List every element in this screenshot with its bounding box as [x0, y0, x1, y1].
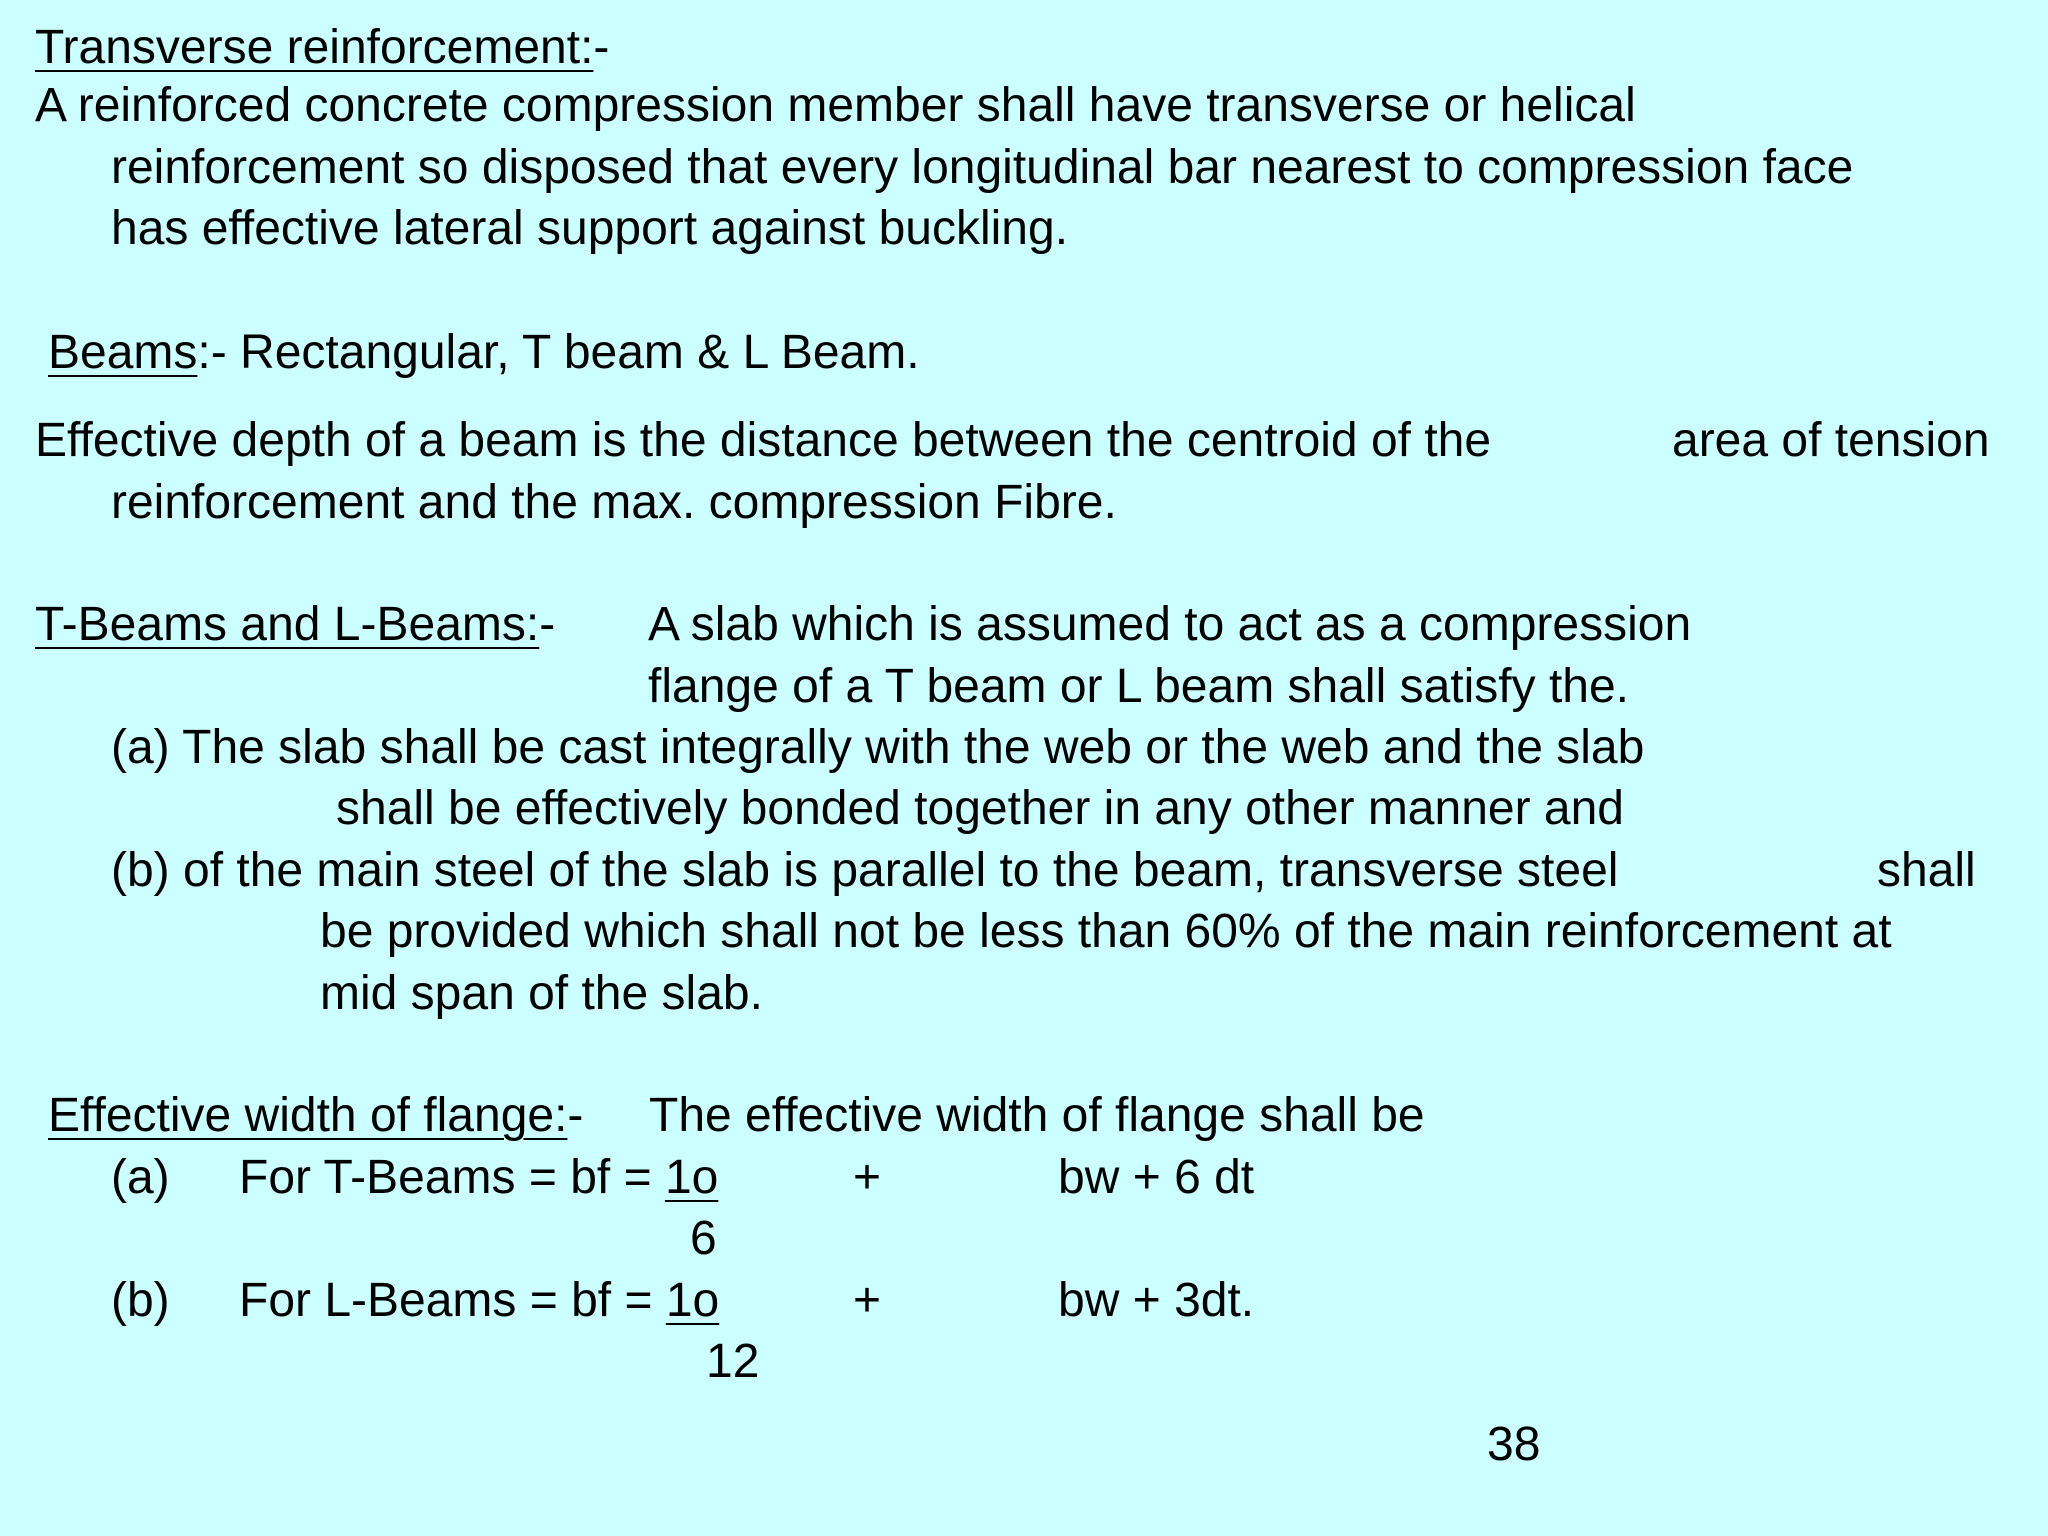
t-l-beams-intro-2: flange of a T beam or L beam shall satisfy the.: [648, 660, 1629, 713]
t-l-beams-item-a-2: shall be effectively bonded together in any other manner and: [336, 782, 1624, 835]
t-l-beams-item-b-1b: shall: [1877, 844, 1976, 897]
formula-a-numerator: 1o: [664, 1151, 719, 1204]
formula-a-rest: bw + 6 dt: [1058, 1151, 1255, 1204]
page-number: 38: [1487, 1418, 1541, 1471]
t-l-beams-item-b-1a: (b) of the main steel of the slab is parallel to the beam, transverse steel: [111, 844, 1619, 897]
formula-b-lhs: For L-Beams = bf =: [239, 1274, 666, 1327]
effective-width-heading-suffix: -: [567, 1089, 584, 1142]
t-l-beams-heading-suffix: -: [539, 598, 556, 651]
formula-b-rest: bw + 3dt.: [1058, 1274, 1255, 1327]
t-l-beams-heading: T-Beams and L-Beams:: [35, 598, 540, 651]
effective-depth-line-1a: Effective depth of a beam is the distance between the centroid of the: [35, 414, 1492, 467]
formula-a-plus: +: [853, 1151, 882, 1204]
t-l-beams-item-b-2: be provided which shall not be less than 60% of the main reinforcement at: [320, 905, 1892, 958]
transverse-body-line-3: has effective lateral support against buckling.: [111, 202, 1069, 255]
t-l-beams-item-b-3: mid span of the slab.: [320, 967, 763, 1020]
formula-b-label: (b): [111, 1274, 170, 1327]
beams-heading-line: [48, 322, 920, 383]
formula-b-denominator: 12: [706, 1335, 760, 1388]
effective-width-heading-line: [48, 1085, 583, 1146]
t-l-beams-intro-1: A slab which is assumed to act as a compression: [648, 598, 1692, 651]
t-l-beams-item-a-1: (a) The slab shall be cast integrally with the web or the web and the slab: [111, 721, 1645, 774]
formula-a-label: (a): [111, 1151, 170, 1204]
t-l-beams-heading-line: [35, 594, 555, 655]
formula-a-lhs: For T-Beams = bf =: [239, 1151, 665, 1204]
transverse-body-line-2: reinforcement so disposed that every longitudinal bar nearest to compression face: [111, 141, 1854, 194]
transverse-heading-suffix: -: [593, 21, 610, 74]
formula-b-numerator: 1o: [665, 1274, 720, 1327]
transverse-heading: Transverse reinforcement:: [35, 21, 594, 74]
transverse-heading-line: [35, 17, 609, 78]
effective-depth-line-2: reinforcement and the max. compression Fibre.: [111, 476, 1117, 529]
beams-heading: Beams: [48, 326, 198, 379]
formula-b-plus: +: [853, 1274, 882, 1327]
effective-width-heading: Effective width of flange:: [48, 1089, 568, 1142]
formula-a-denominator: 6: [690, 1212, 717, 1265]
beams-heading-suffix: :- Rectangular, T beam & L Beam.: [197, 326, 920, 379]
effective-width-intro: The effective width of flange shall be: [649, 1089, 1425, 1142]
formula-a-text: [239, 1147, 718, 1208]
formula-b-text: [239, 1270, 719, 1331]
effective-depth-line-1b: area of tension: [1672, 414, 1990, 467]
transverse-body-line-1: A reinforced concrete compression member shall have transverse or helical: [35, 79, 1636, 132]
